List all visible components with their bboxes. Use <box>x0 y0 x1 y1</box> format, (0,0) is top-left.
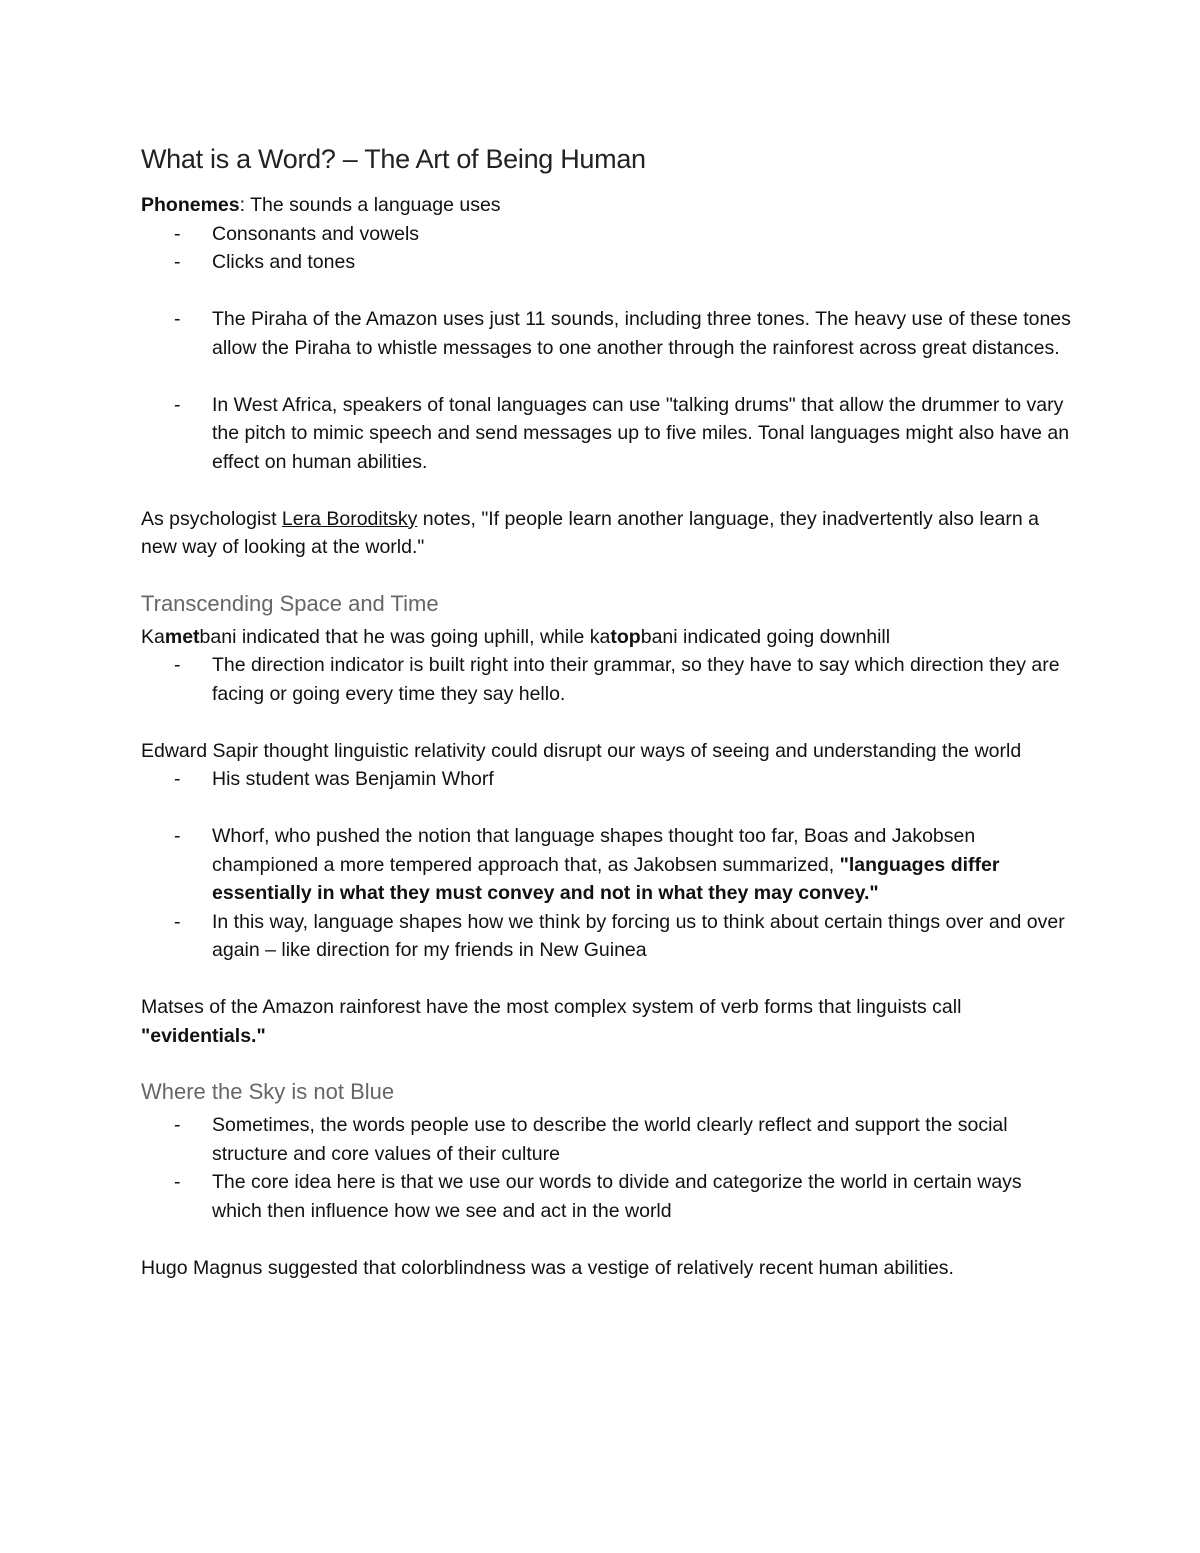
bullet-dash: - <box>174 825 181 847</box>
west-africa-list <box>141 391 1071 477</box>
spacer <box>141 562 1071 589</box>
spacer <box>141 794 1071 823</box>
jakobsen-quote: "languages differ essentially in what they must convey and not in what they may convey." <box>212 853 1000 904</box>
section-heading-sky: Where the Sky is not Blue <box>141 1079 395 1104</box>
whorf-list <box>141 822 1071 965</box>
list-item: - His student was Benjamin Whorf <box>141 765 1071 794</box>
list-item: - Consonants and vowels <box>141 220 1071 249</box>
boroditsky-link[interactable]: Lera Boroditsky <box>281 507 418 530</box>
list-item: - Whorf, who pushed the notion that language shapes thought too far, Boas and Jakobsen championed a more tempered approach that, as Jakobsen summarized, "languages differ essentially in what they must convey and not in what they may convey." <box>141 822 1071 908</box>
bullet-dash: - <box>174 1114 181 1136</box>
spacer <box>141 965 1071 994</box>
list-item: - The direction indicator is built right into their grammar, so they have to say which direction they are facing or going every time they say hello. <box>141 651 1071 708</box>
bullet-dash: - <box>174 251 181 273</box>
spacer <box>141 362 1071 391</box>
magnus-paragraph: Hugo Magnus suggested that colorblindness was a vestige of relatively recent human abilities. <box>141 1256 954 1279</box>
list-item: - Sometimes, the words people use to describe the world clearly reflect and support the social structure and core values of their culture <box>141 1111 1071 1168</box>
bullet-dash: - <box>174 308 181 330</box>
phonemes-list <box>141 220 1071 277</box>
spacer <box>141 708 1071 737</box>
spacer <box>141 1050 1071 1077</box>
list-item: - In this way, language shapes how we think by forcing us to think about certain things over and over again – like direction for my friends in New Guinea <box>141 908 1071 965</box>
spacer <box>141 277 1071 306</box>
bullet-dash: - <box>174 393 181 416</box>
bullet-dash: - <box>174 654 181 676</box>
list-item: - The Piraha of the Amazon uses just 11 sounds, including three tones. The heavy use of these tones allow the Piraha to whistle messages to one another through the rainforest across great distances. <box>141 305 1071 362</box>
evidentials-term: "evidentials." <box>141 1024 266 1047</box>
phonemes-definition <box>141 191 1071 220</box>
phonemes-definition-text: : The sounds a language uses <box>239 194 501 216</box>
spacer <box>141 1225 1071 1254</box>
sapir-paragraph: Edward Sapir thought linguistic relativity could disrupt our ways of seeing and understanding the world <box>141 739 1022 762</box>
bullet-dash: - <box>174 910 181 933</box>
matses-paragraph: Matses of the Amazon rainforest have the most complex system of verb forms that linguists call "evidentials." <box>141 996 962 1047</box>
phonemes-term: Phonemes <box>141 194 240 216</box>
list-item: - The core idea here is that we use our words to divide and categorize the world in certain ways which then influence how we see and act in the world <box>141 1168 1071 1225</box>
direction-list <box>141 651 1071 708</box>
document-page <box>141 140 1071 1282</box>
sapir-list <box>141 765 1071 794</box>
bullet-dash: - <box>174 222 181 245</box>
sky-list <box>141 1111 1071 1225</box>
list-item: - In West Africa, speakers of tonal languages can use "talking drums" that allow the drummer to vary the pitch to mimic speech and send messages up to five miles. Tonal languages might also have an effect on human abilities. <box>141 391 1071 477</box>
bullet-dash: - <box>174 1171 181 1193</box>
bullet-dash: - <box>174 768 181 790</box>
kamet-paragraph: Kametbani indicated that he was going uphill, while katopbani indicated going downhill <box>141 625 891 648</box>
section-heading-space-time: Transcending Space and Time <box>141 590 439 616</box>
spacer <box>141 476 1071 505</box>
list-item: - Clicks and tones <box>141 248 1071 277</box>
boroditsky-paragraph: As psychologist Lera Boroditsky notes, "If people learn another language, they inadvertently also learn a new way of looking at the world." <box>141 507 1039 558</box>
document-title: What is a Word? – The Art of Being Human <box>141 144 646 174</box>
piraha-list <box>141 305 1071 362</box>
